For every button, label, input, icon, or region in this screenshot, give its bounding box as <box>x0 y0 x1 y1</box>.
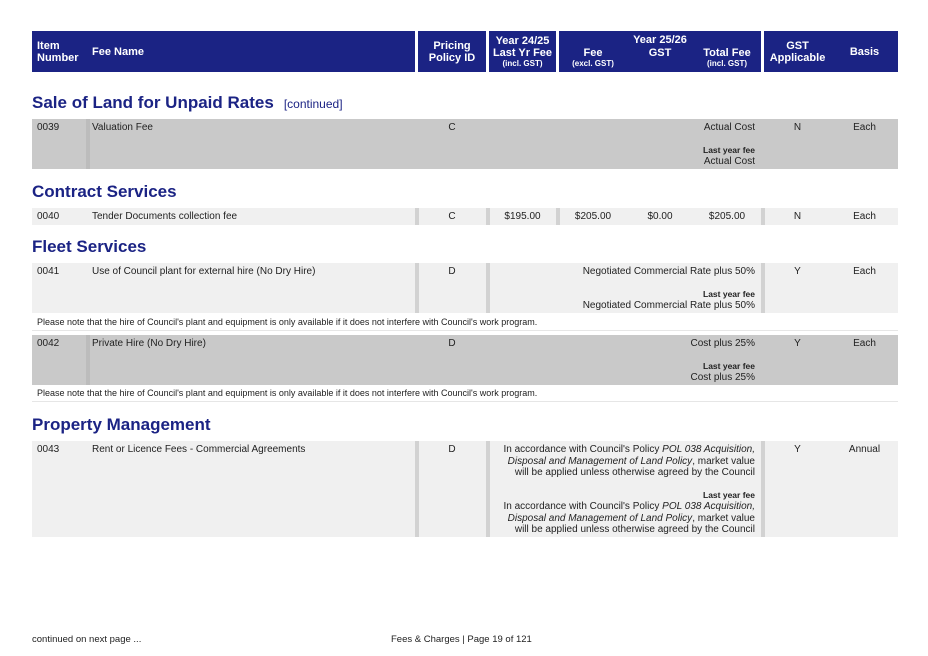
item-number: 0043 <box>37 444 60 455</box>
gst-applicable: Y <box>794 338 801 349</box>
fee-excl-gst: $205.00 <box>574 211 612 222</box>
header-gst: GST <box>648 46 672 59</box>
section-title-fleet-services: Fleet Services <box>32 237 147 256</box>
last-year-label: Last year fee <box>703 289 755 299</box>
fee-name: Valuation Fee <box>92 122 153 133</box>
item-number: 0040 <box>37 211 60 222</box>
basis: Annual <box>848 444 881 455</box>
basis: Each <box>853 211 876 222</box>
item-number: 0039 <box>37 122 60 133</box>
header-year-2526-label: Year 25/26 <box>633 34 687 46</box>
pricing-policy: D <box>448 266 456 277</box>
fee-name: Private Hire (No Dry Hire) <box>92 338 206 349</box>
last-yr-fee: $195.00 <box>504 211 541 222</box>
header-gst-applicable: GST Applicable <box>769 39 826 64</box>
header-left <box>32 31 415 72</box>
table-row-0040 <box>32 208 898 225</box>
header-last-yr-fee: Year 24/25 Last Yr Fee (incl. GST) <box>489 31 556 72</box>
footer-page-number: Fees & Charges | Page 19 of 121 <box>391 634 532 645</box>
total-fee: In accordance with Council's Policy POL 038 Acquisition, Disposal and Management of Land Policy, market value will be applied unless otherwise agreed by the Council <box>503 444 755 478</box>
fee-name: Use of Council plant for external hire (No Dry Hire) <box>92 266 316 277</box>
table-row-0039 <box>32 119 898 169</box>
row-note-0041: Please note that the hire of Council's plant and equipment is only available if it does not interfere with Council's work program. <box>32 316 898 331</box>
table-row-0043 <box>32 441 898 537</box>
gst-applicable: N <box>793 122 802 133</box>
section-title-property-management: Property Management <box>32 415 211 434</box>
basis: Each <box>853 122 876 133</box>
last-year-value: Negotiated Commercial Rate plus 50% <box>582 300 755 311</box>
last-year-value: Actual Cost <box>703 156 755 167</box>
fee-name: Rent or Licence Fees - Commercial Agreements <box>92 444 306 455</box>
table-row-0041 <box>32 263 898 313</box>
section-title-sale-of-land: Sale of Land for Unpaid Rates [continued] <box>32 93 343 112</box>
header-item-number: Item Number <box>37 39 79 64</box>
fee-name: Tender Documents collection fee <box>92 211 238 222</box>
gst-amount: $0.00 <box>647 211 673 222</box>
section-title-contract-services: Contract Services <box>32 182 177 201</box>
pricing-policy: D <box>448 444 456 455</box>
gst-applicable: N <box>793 211 802 222</box>
pricing-policy: C <box>448 122 456 133</box>
total-fee: Negotiated Commercial Rate plus 50% <box>582 266 755 277</box>
last-year-label: Last year fee <box>703 490 755 500</box>
header-right <box>764 31 898 72</box>
pricing-policy: C <box>448 211 456 222</box>
basis: Each <box>853 338 876 349</box>
gst-applicable: Y <box>794 266 801 277</box>
footer-continued: continued on next page ... <box>32 634 142 645</box>
header-total-fee: Total Fee (incl. GST) <box>703 46 751 68</box>
last-year-label: Last year fee <box>703 361 755 371</box>
last-year-label: Last year fee <box>703 145 755 155</box>
header-fee: Fee (excl. GST) <box>572 46 614 68</box>
item-number: 0042 <box>37 338 60 349</box>
last-year-value: In accordance with Council's Policy POL 038 Acquisition, Disposal and Management of Land Policy, market value will be applied unless otherwise agreed by the Council <box>503 501 755 535</box>
last-year-value: Cost plus 25% <box>690 372 755 383</box>
header-fee-name: Fee Name <box>92 45 144 58</box>
header-basis: Basis <box>849 45 880 58</box>
row-note-0042: Please note that the hire of Council's plant and equipment is only available if it does not interfere with Council's work program. <box>32 387 898 402</box>
gst-applicable: Y <box>794 444 801 455</box>
total-fee: Cost plus 25% <box>690 338 755 349</box>
item-number: 0041 <box>37 266 60 277</box>
total-fee: Actual Cost <box>703 122 755 133</box>
continued-label: [continued] <box>283 97 343 111</box>
pricing-policy: D <box>448 338 456 349</box>
total-fee: $205.00 <box>708 211 746 222</box>
basis: Each <box>853 266 876 277</box>
table-row-0042 <box>32 335 898 385</box>
header-pricing-policy: Pricing Policy ID <box>418 31 486 72</box>
header-year-2526 <box>559 31 761 72</box>
